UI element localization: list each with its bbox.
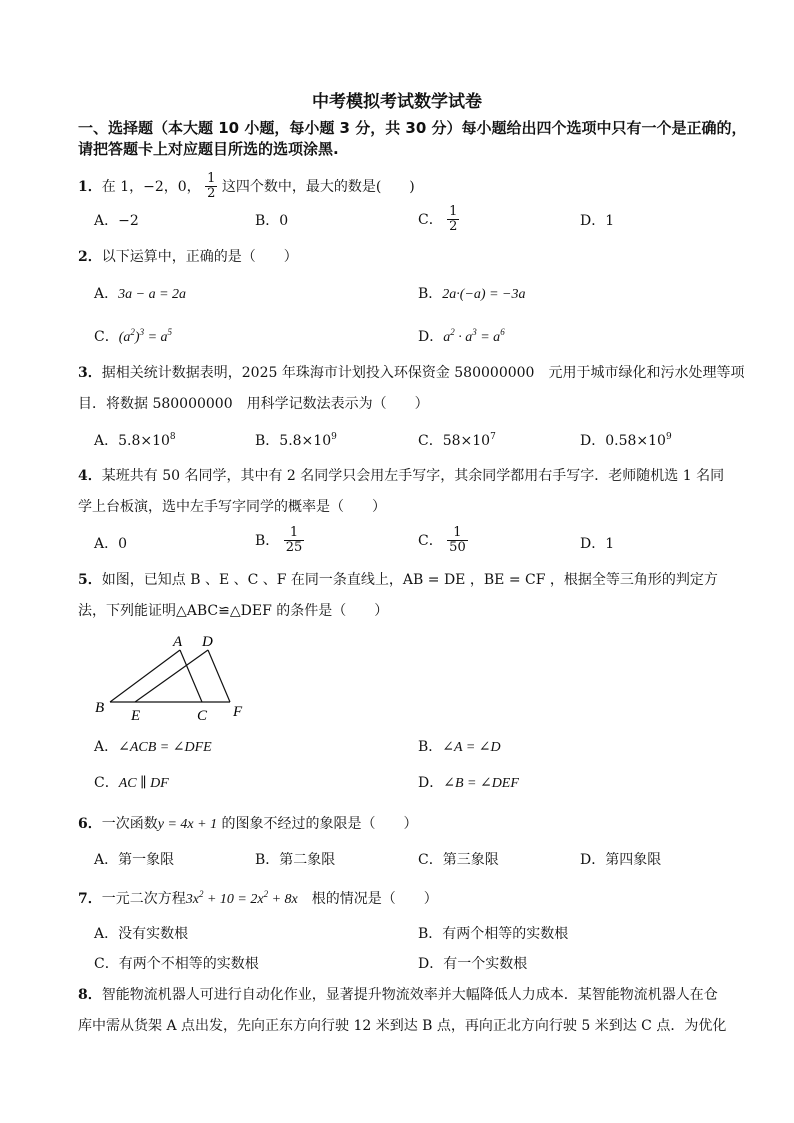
math-part: 3x [185, 892, 199, 907]
option-label: B． [418, 286, 443, 302]
fraction-denominator: 2 [449, 219, 458, 235]
math-part: a [443, 330, 451, 345]
option-text: B．5.8×10 [255, 433, 332, 449]
fraction-numerator: 1 [449, 204, 458, 219]
option-label: B． [418, 739, 443, 755]
stem-text: 如图，已知点 B 、E 、C 、F 在同一条直线上，AB = DE ，BE = CF ，根据全等三角形的判定方 [101, 572, 718, 588]
option-label: A． [94, 286, 119, 302]
q5-option-b [418, 740, 501, 755]
fraction-denominator: 50 [449, 540, 466, 556]
option-math: AC ∥ DF [118, 776, 169, 791]
q1-option-d: D．1 [580, 213, 615, 229]
question-5-line2: 法，下列能证明△ABC≌△DEF 的条件是（ ） [78, 603, 389, 619]
fraction-denominator: 2 [207, 186, 216, 202]
exponent: 2 [263, 889, 269, 899]
q6-option-c: C．第三象限 [418, 852, 499, 868]
stem-math: y = 4x + 1 [157, 817, 218, 832]
q6-option-d: D．第四象限 [580, 852, 662, 868]
exponent: 7 [490, 432, 496, 442]
option-label: D． [418, 329, 444, 345]
option-label: C． [418, 211, 443, 228]
option-label: C． [94, 775, 119, 791]
option-label: A． [94, 739, 119, 755]
q4-option-b [255, 526, 304, 556]
fraction-numerator: 1 [284, 526, 305, 541]
question-4-line2: 学上台板演，选中左手写字同学的概率是（ ） [78, 499, 386, 515]
question-3-line1 [78, 366, 744, 380]
exponent: 5 [167, 327, 173, 337]
q1-option-a: A．−2 [94, 213, 139, 229]
stem-text: 根的情况是（ ） [297, 891, 438, 907]
q5-option-d [418, 776, 519, 791]
stem-text: 在 1，−2，0， [101, 178, 201, 195]
question-number: 7． [78, 891, 102, 907]
exponent: 9 [331, 432, 337, 442]
question-number: 3． [78, 365, 102, 381]
option-label: B． [255, 532, 280, 549]
q7-option-c: C．有两个不相等的实数根 [94, 956, 259, 972]
q7-option-b: B．有两个相等的实数根 [418, 926, 569, 942]
q3-option-a [94, 433, 176, 448]
q2-option-c [94, 328, 172, 345]
q4-option-a: A．0 [94, 536, 128, 552]
fraction [284, 526, 305, 556]
q3-option-d [580, 433, 672, 448]
stem-text: 据相关统计数据表明，2025 年珠海市计划投入环保资金 580000000 元用于城市绿化和污水处理等项 [101, 365, 745, 381]
option-math: 3a − a = 2a [118, 287, 187, 302]
stem-text: 一次函数 [101, 816, 158, 832]
option-text: A．5.8×10 [94, 433, 170, 449]
point-label-A: A [173, 634, 183, 650]
q6-option-a: A．第一象限 [94, 852, 175, 868]
option-math [118, 327, 173, 345]
stem-text: 的图象不经过的象限是（ ） [221, 816, 418, 832]
q3-option-b [255, 433, 337, 448]
q4-option-c [418, 526, 468, 556]
q2-option-a [94, 287, 186, 302]
option-math: ∠A = ∠D [442, 740, 501, 755]
section-header-line2: 请把答题卡上对应题目所选的选项涂黑. [78, 140, 339, 158]
q5-option-a [94, 740, 212, 755]
option-label: C． [418, 532, 443, 549]
q4-option-d: D．1 [580, 536, 615, 552]
section-header-line1: 一、选择题（本大题 10 小题，每小题 3 分，共 30 分）每小题给出四个选项中只有一个是正确的， [78, 119, 747, 137]
math-part: + 10 = 2x [203, 892, 264, 907]
question-number: 8． [78, 987, 102, 1003]
q2-option-b [418, 287, 525, 302]
exponent: 2 [130, 327, 135, 337]
triangle-figure [90, 630, 260, 725]
option-math [443, 327, 505, 345]
math-part: = a [476, 330, 501, 345]
fraction-numerator: 1 [207, 171, 216, 186]
exponent: 9 [665, 432, 672, 442]
question-number: 1． [78, 178, 102, 195]
question-8-line2: 库中需从货架 A 点出发，先向正东方向行驶 12 米到达 B 点，再向正北方向行驶 5 米到达 C 点．为优化 [78, 1018, 727, 1034]
math-part: = a [144, 330, 168, 345]
q5-option-c [94, 776, 169, 791]
stem-text: 某班共有 50 名同学，其中有 2 名同学只会用左手写字，其余同学都用右手写字．老师随机选 1 名同 [101, 468, 725, 484]
q7-option-d: D．有一个实数根 [418, 956, 528, 972]
math-part: + 8x [268, 892, 298, 907]
q7-option-a: A．没有实数根 [94, 926, 189, 942]
segment-AC [180, 650, 202, 702]
question-5-line1 [78, 573, 718, 587]
math-part: · a [454, 330, 473, 345]
question-3-line2: 目．将数据 580000000 用科学记数法表示为（ ） [78, 396, 429, 412]
question-number: 6． [78, 816, 102, 832]
fraction [205, 172, 217, 202]
segment-DF [208, 650, 230, 702]
point-label-C: C [197, 708, 208, 724]
option-math: 2a·(−a) = −3a [442, 287, 526, 302]
question-number: 5． [78, 572, 102, 588]
q2-option-d [418, 328, 505, 345]
exponent: 2 [198, 889, 204, 899]
page-title: 中考模拟考试数学试卷 [312, 92, 482, 112]
q1-option-c [418, 205, 459, 235]
option-math: ∠B = ∠DEF [443, 776, 519, 791]
question-number: 2． [78, 249, 102, 265]
q6-option-b: B．第二象限 [255, 852, 336, 868]
question-number: 4． [78, 468, 102, 484]
point-label-D: D [202, 634, 213, 650]
stem-math [185, 889, 298, 907]
point-label-E: E [131, 708, 141, 724]
option-label: C． [94, 329, 119, 345]
q1-option-b: B．0 [255, 213, 289, 229]
option-math: ∠ACB = ∠DFE [118, 740, 212, 755]
stem-text: 这四个数中，最大的数是( ) [221, 178, 415, 195]
stem-text: 智能物流机器人可进行自动化作业，显著提升物流效率并大幅降低人力成本．某智能物流机器人在仓 [101, 987, 718, 1003]
fraction-numerator: 1 [447, 526, 468, 541]
option-label: D． [418, 775, 444, 791]
stem-text: 以下运算中，正确的是（ ） [101, 249, 298, 265]
option-text: D．0.58×10 [580, 433, 666, 449]
fraction [447, 205, 459, 235]
fraction-denominator: 25 [285, 540, 303, 556]
fraction [447, 526, 468, 556]
exponent: 3 [472, 327, 477, 337]
question-7-stem [78, 890, 438, 907]
question-1-stem [78, 172, 415, 202]
exponent: 2 [450, 327, 455, 337]
point-label-F: F [233, 704, 243, 720]
question-2-stem [78, 250, 298, 264]
question-6-stem [78, 817, 418, 832]
point-label-B: B [95, 700, 105, 716]
exponent: 3 [139, 327, 145, 337]
math-part: ) [134, 330, 140, 345]
exponent: 6 [500, 327, 505, 337]
option-text: C．58×10 [418, 433, 491, 449]
q3-option-c [418, 433, 496, 448]
question-4-line1 [78, 469, 724, 483]
exponent: 8 [169, 432, 176, 442]
question-8-line1 [78, 988, 718, 1002]
math-part: (a [118, 330, 131, 345]
stem-text: 一元二次方程 [101, 891, 186, 907]
